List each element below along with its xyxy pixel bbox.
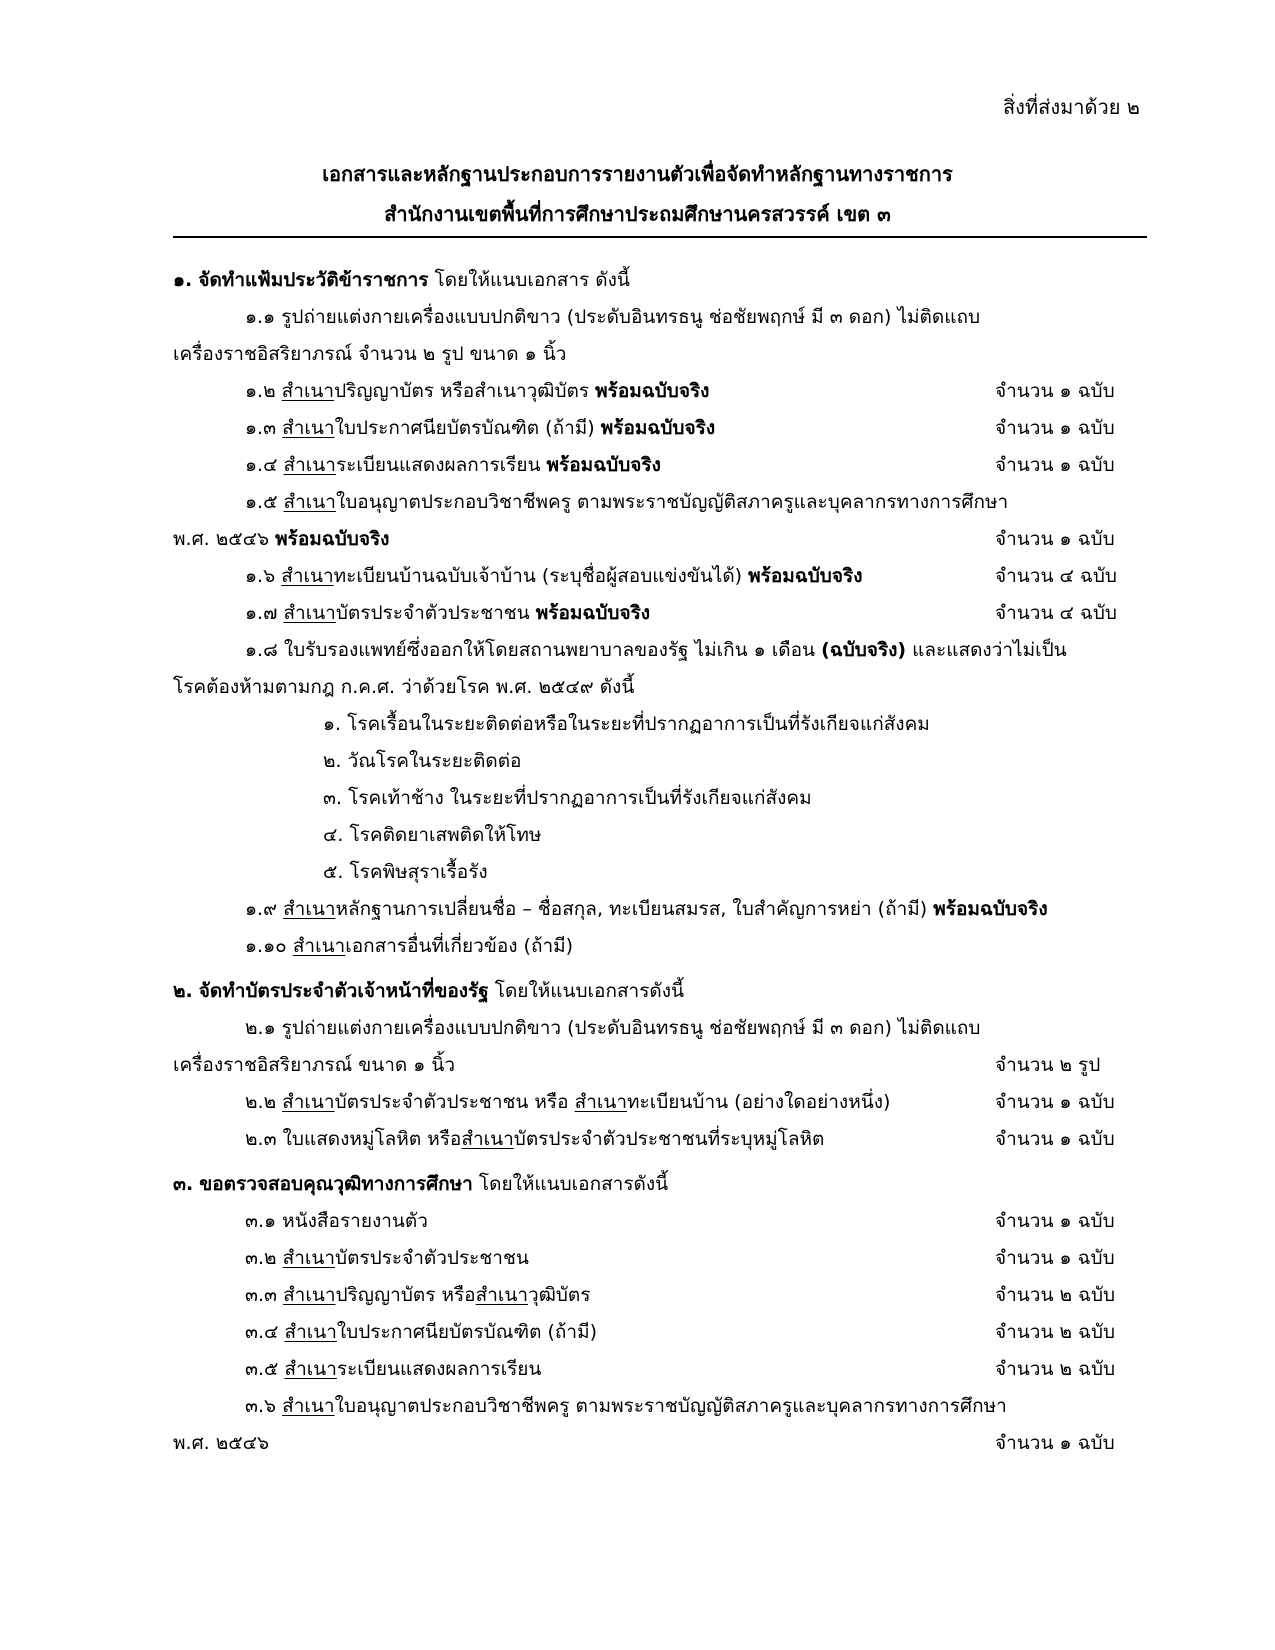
list-item: ๑.๗ สำเนาบัตรประจำตัวประชาชน พร้อมฉบับจริง จำนวน ๔ ฉบับ xyxy=(173,595,1147,632)
quantity: จำนวน ๑ ฉบับ xyxy=(995,380,1115,402)
quantity: จำนวน ๑ ฉบับ xyxy=(995,528,1115,550)
quantity: จำนวน ๑ ฉบับ xyxy=(995,1128,1115,1150)
list-item: ๓.๕ สำเนาระเบียนแสดงผลการเรียน จำนวน ๒ ฉบับ xyxy=(173,1351,1147,1388)
document-title: เอกสารและหลักฐานประกอบการรายงานตัวเพื่อจัดทำหลักฐานทางราชการ xyxy=(322,162,953,186)
section-heading: ๑. จัดทำแฟ้มประวัติข้าราชการ โดยให้แนบเอกสาร ดังนี้ xyxy=(173,269,630,291)
quantity: จำนวน ๑ ฉบับ xyxy=(995,1432,1115,1454)
section-title: จัดทำบัตรประจำตัวเจ้าหน้าที่ของรัฐ xyxy=(198,980,489,1002)
quantity: จำนวน ๒ ฉบับ xyxy=(995,1321,1116,1343)
section-heading: ๓. ขอตรวจสอบคุณวุฒิทางการศึกษา โดยให้แนบเอกสารดังนี้ xyxy=(173,1173,669,1195)
list-item: ๑.๔ สำเนาระเบียนแสดงผลการเรียน พร้อมฉบับจริง จำนวน ๑ ฉบับ xyxy=(173,447,1147,484)
section-title: จัดทำแฟ้มประวัติข้าราชการ xyxy=(198,269,429,291)
list-item: ๑.๕ สำเนาใบอนุญาตประกอบวิชาชีพครู ตามพระราชบัญญัติสภาครูและบุคลากรทางการศึกษา xyxy=(245,491,1009,513)
list-item: ๑.๓ สำเนาใบประกาศนียบัตรบัณฑิต (ถ้ามี) พร้อมฉบับจริง จำนวน ๑ ฉบับ xyxy=(173,410,1147,447)
list-item: ๓.๔ สำเนาใบประกาศนียบัตรบัณฑิต (ถ้ามี) จำนวน ๒ ฉบับ xyxy=(173,1314,1147,1351)
attachment-label: สิ่งที่ส่งมาด้วย ๒ xyxy=(1002,95,1140,119)
list-item: ๒.๑ รูปถ่ายแต่งกายเครื่องแบบปกติขาว (ประดับอินทรธนู ช่อชัยพฤกษ์ มี ๓ ดอก) ไม่ติดแถบ xyxy=(245,1017,981,1039)
document-subtitle: สำนักงานเขตพื้นที่การศึกษาประถมศึกษานครสวรรค์ เขต ๓ xyxy=(384,202,891,226)
document-body xyxy=(173,262,1147,1462)
list-item: ๓.๒ สำเนาบัตรประจำตัวประชาชน จำนวน ๑ ฉบับ xyxy=(173,1240,1147,1277)
quantity: จำนวน ๑ ฉบับ xyxy=(995,454,1115,476)
list-item: ๑.๑๐ สำเนาเอกสารอื่นที่เกี่ยวข้อง (ถ้ามี) xyxy=(245,935,574,957)
quantity: จำนวน ๑ ฉบับ xyxy=(995,417,1115,439)
list-item-continued: เครื่องราชอิสริยาภรณ์ จำนวน ๒ รูป ขนาด ๑ นิ้ว xyxy=(173,343,567,365)
disease-item: ๕. โรคพิษสุราเรื้อรัง xyxy=(323,861,488,883)
list-item: ๑.๖ สำเนาทะเบียนบ้านฉบับเจ้าบ้าน (ระบุชื่อผู้สอบแข่งขันได้) พร้อมฉบับจริง จำนวน ๔ ฉบับ xyxy=(173,558,1147,595)
section-title: ขอตรวจสอบคุณวุฒิทางการศึกษา xyxy=(199,1173,473,1195)
quantity: จำนวน ๑ ฉบับ xyxy=(995,1210,1115,1232)
disease-item: ๓. โรคเท้าช้าง ในระยะที่ปรากฏอาการเป็นที่รังเกียจแก่สังคม xyxy=(323,787,812,809)
list-item-continued: พ.ศ. ๒๕๔๖ พร้อมฉบับจริง จำนวน ๑ ฉบับ xyxy=(173,521,1147,558)
quantity: จำนวน ๑ ฉบับ xyxy=(995,1247,1115,1269)
quantity: จำนวน ๔ ฉบับ xyxy=(995,602,1117,624)
list-item-continued: โรคต้องห้ามตามกฎ ก.ค.ศ. ว่าด้วยโรค พ.ศ. ๒๕๔๙ ดังนี้ xyxy=(173,676,635,698)
list-item: ๒.๒ สำเนาบัตรประจำตัวประชาชน หรือ สำเนาทะเบียนบ้าน (อย่างใดอย่างหนึ่ง) จำนวน ๑ ฉบับ xyxy=(173,1084,1147,1121)
disease-item: ๒. วัณโรคในระยะติดต่อ xyxy=(323,750,522,772)
quantity: จำนวน ๒ ฉบับ xyxy=(995,1358,1116,1380)
quantity: จำนวน ๔ ฉบับ xyxy=(995,565,1117,587)
list-item: ๓.๑ หนังสือรายงานตัว จำนวน ๑ ฉบับ xyxy=(173,1203,1147,1240)
title-divider xyxy=(173,236,1147,238)
quantity: จำนวน ๒ ฉบับ xyxy=(995,1284,1116,1306)
section-heading: ๒. จัดทำบัตรประจำตัวเจ้าหน้าที่ของรัฐ โดยให้แนบเอกสารดังนี้ xyxy=(173,980,685,1002)
list-item-continued: เครื่องราชอิสริยาภรณ์ ขนาด ๑ นิ้ว จำนวน ๒ รูป xyxy=(173,1047,1147,1084)
list-item: ๓.๓ สำเนาปริญญาบัตร หรือสำเนาวุฒิบัตร จำนวน ๒ ฉบับ xyxy=(173,1277,1147,1314)
quantity: จำนวน ๑ ฉบับ xyxy=(995,1091,1115,1113)
disease-item: ๔. โรคติดยาเสพติดให้โทษ xyxy=(323,824,542,846)
list-item-continued: พ.ศ. ๒๕๔๖ จำนวน ๑ ฉบับ xyxy=(173,1425,1147,1462)
list-item: ๑.๒ สำเนาปริญญาบัตร หรือสำเนาวุฒิบัตร พร้อมฉบับจริง จำนวน ๑ ฉบับ xyxy=(173,373,1147,410)
quantity: จำนวน ๒ รูป xyxy=(995,1054,1101,1076)
list-item: ๑.๙ สำเนาหลักฐานการเปลี่ยนชื่อ – ชื่อสกุล, ทะเบียนสมรส, ใบสำคัญการหย่า (ถ้ามี) พร้อมฉบับจริง xyxy=(245,898,1048,920)
disease-item: ๑. โรคเรื้อนในระยะติดต่อหรือในระยะที่ปรากฏอาการเป็นที่รังเกียจแก่สังคม xyxy=(323,713,930,735)
list-item: ๑.๘ ใบรับรองแพทย์ซึ่งออกให้โดยสถานพยาบาลของรัฐ ไม่เกิน ๑ เดือน (ฉบับจริง) และแสดงว่าไม่เป็น xyxy=(245,639,1067,661)
list-item: ๑.๑ รูปถ่ายแต่งกายเครื่องแบบปกติขาว (ประดับอินทรธนู ช่อชัยพฤกษ์ มี ๓ ดอก) ไม่ติดแถบ xyxy=(245,306,981,328)
list-item: ๓.๖ สำเนาใบอนุญาตประกอบวิชาชีพครู ตามพระราชบัญญัติสภาครูและบุคลากรทางการศึกษา xyxy=(245,1395,1007,1417)
list-item: ๒.๓ ใบแสดงหมู่โลหิต หรือสำเนาบัตรประจำตัวประชาชนที่ระบุหมู่โลหิต จำนวน ๑ ฉบับ xyxy=(173,1121,1147,1158)
